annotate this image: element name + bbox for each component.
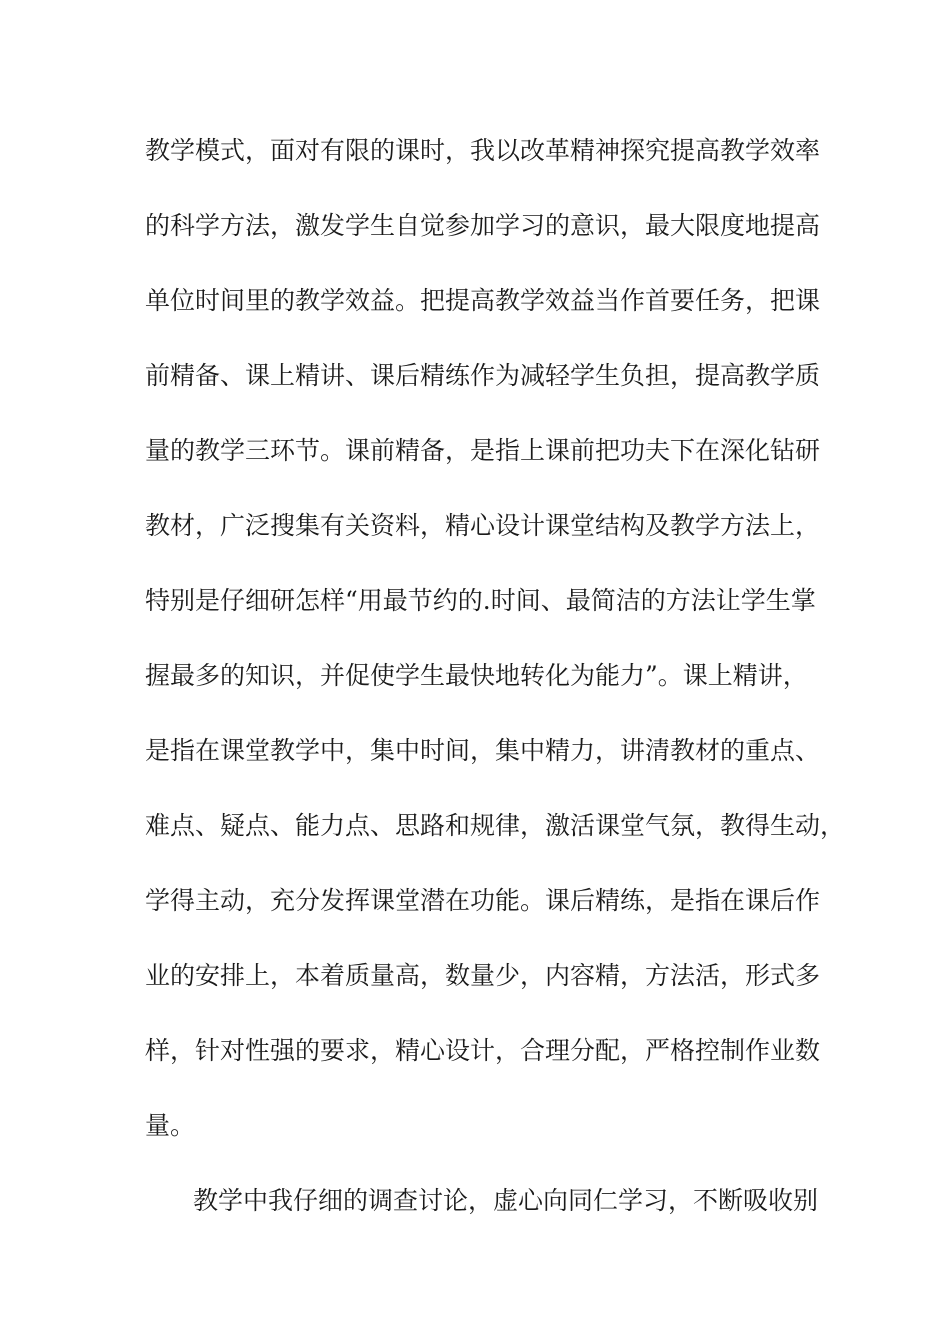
paragraph-line: 量的教学三环节。课前精备，是指上课前把功夫下在深化钻研	[145, 436, 821, 465]
paragraph-line: 是指在课堂教学中，集中时间，集中精力，讲清教材的重点、	[145, 736, 821, 765]
paragraph-line: 特别是仔细研怎样“用最节约的.时间、最简洁的方法让学生掌	[145, 586, 816, 615]
paragraph-line: 教学模式，面对有限的课时，我以改革精神探究提高教学效率	[145, 136, 821, 165]
paragraph-line: 难点、疑点、能力点、思路和规律，激活课堂气氛，教得生动，	[145, 811, 846, 840]
paragraph-line: 样，针对性强的要求，精心设计，合理分配，严格控制作业数	[145, 1036, 821, 1065]
paragraph-line: 单位时间里的教学效益。把提高教学效益当作首要任务，把课	[145, 286, 821, 315]
paragraph-line: 量。	[145, 1111, 196, 1140]
paragraph-line: 业的安排上，本着质量高，数量少，内容精，方法活，形式多	[145, 961, 821, 990]
paragraph-line: 学得主动，充分发挥课堂潜在功能。课后精练，是指在课后作	[145, 886, 821, 915]
paragraph-line: 前精备、课上精讲、课后精练作为减轻学生负担，提高教学质	[145, 361, 821, 390]
paragraph-line: 教学中我仔细的调查讨论，虚心向同仁学习，不断吸收别	[193, 1186, 819, 1215]
paragraph-line: 握最多的知识，并促使学生最快地转化为能力”。课上精讲，	[145, 661, 808, 690]
paragraph-line: 的科学方法，激发学生自觉参加学习的意识，最大限度地提高	[145, 211, 821, 240]
paragraph-line: 教材，广泛搜集有关资料，精心设计课堂结构及教学方法上，	[145, 511, 821, 540]
